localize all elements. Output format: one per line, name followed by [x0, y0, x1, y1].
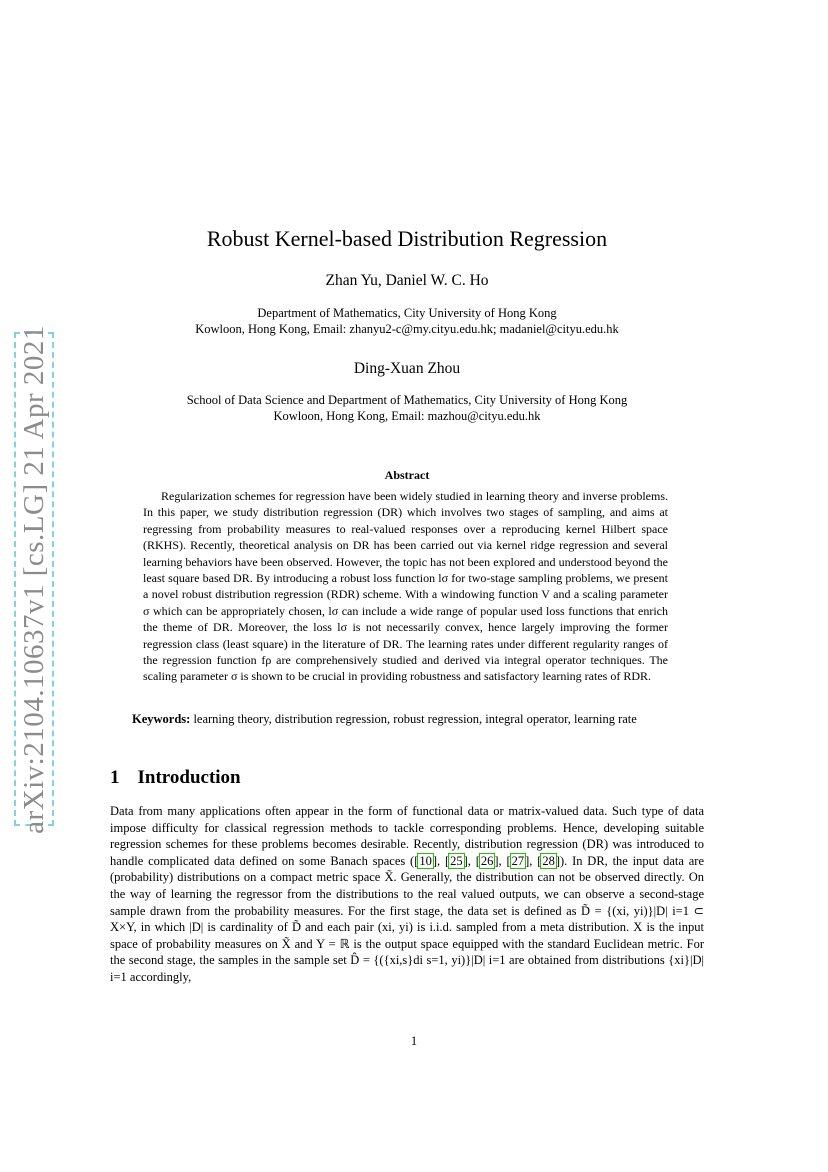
keywords-label: Keywords: — [132, 712, 191, 726]
affiliation-2-line2: Kowloon, Hong Kong, Email: mazhou@cityu.edu.hk — [273, 409, 541, 423]
keywords — [110, 711, 704, 728]
affiliation-1-line1: Department of Mathematics, City University of Hong Kong — [257, 306, 557, 320]
arxiv-watermark — [14, 324, 54, 834]
section-number: 1 — [110, 767, 120, 788]
author-list-2: Ding-Xuan Zhou — [353, 360, 461, 377]
introduction-paragraph — [110, 803, 704, 986]
paper-title: Robust Kernel-based Distribution Regression — [206, 226, 608, 251]
section-title: Introduction — [137, 767, 241, 788]
citation-link[interactable]: 28 — [542, 853, 555, 868]
abstract-text: Regularization schemes for regression have been widely studied in learning theory and inverse problems. In this paper, we study distribution regression (DR) which involves two stages of sampling, and aims at regressing from probability measures to real-valued responses over a reproducing kernel Hilbert space (RKHS). Recently, theoretical analysis on DR has been carried out via kernel ridge regression and several learning behaviors have been observed. However, the topic has not been explored and understood beyond the least square based DR. By introducing a robust loss function lσ for two-stage sampling problems, we present a novel robust distribution regression (RDR) scheme. With a windowing function V and a scaling parameter σ which can be appropriately chosen, lσ can include a wide range of popular used loss functions that enrich the theme of DR. Moreover, the loss lσ is not necessarily convex, hence largely improving the former regression class (least square) in the literature of DR. The learning rates under different regularity ranges of the regression function fρ are comprehensively studied and derived via integral operator techniques. The scaling parameter σ is shown to be crucial in providing robustness and satisfactory learning rates of RDR. — [143, 489, 668, 684]
keywords-list: learning theory, distribution regression, robust regression, integral operator, learning rate — [190, 712, 637, 726]
citation-separator: ], [ — [463, 853, 480, 868]
author-list-1: Zhan Yu, Daniel W. C. Ho — [325, 272, 489, 289]
affiliation-1 — [110, 305, 704, 337]
citation-separator: ], [ — [494, 853, 511, 868]
affiliation-1-line2: Kowloon, Hong Kong, Email: zhanyu2-c@my.cityu.edu.hk; madaniel@cityu.edu.hk — [195, 322, 619, 336]
citation-separator: ], [ — [432, 853, 450, 868]
intro-text-part2: ]). In DR, the input data are (probability) distributions on a compact metric space X̃. Generally, the distribution can not be observed directly. On the way of learning the regressor from the distributions to the real valued outputs, we can observe a second-stage sample drawn from the probability measures. For the first stage, the data set is defined as D̃ = {(xi, yi)}|D| i=1 ⊂ X×Y, in which |D| is cardinality of D̃ and each pair (xi, yi) is i.i.d. sampled from a meta distribution. X is the input space of probability measures on X̃ and Y = ℝ is the output space equipped with the standard Euclidean metric. For the second stage, the samples in the sample set D̂ = {({xi,s}di s=1, yi)}|D| i=1 are obtained from distributions {xi}|D| i=1 accordingly, — [110, 853, 705, 984]
intro-text-part1: Data from many applications often appear in the form of functional data or matrix-valued data. Such type of data impose difficulty for classical regression methods to tackle corresponding problems. Hence, developing suitable regression schemes for these problems becomes desirable. Recently, distribution regression (DR) was introduced to handle complicated data defined on some Banach spaces ([ — [110, 804, 704, 868]
citation-link[interactable]: 27 — [511, 853, 525, 868]
section-heading-introduction — [110, 767, 241, 789]
abstract-heading: Abstract — [384, 468, 430, 482]
citation-link[interactable]: 10 — [419, 853, 432, 868]
citation-link[interactable]: 26 — [480, 853, 494, 868]
citation-separator: ], [ — [525, 853, 542, 868]
affiliation-2-line1: School of Data Science and Department of Mathematics, City University of Hong Kong — [186, 393, 628, 407]
affiliation-2 — [110, 392, 704, 424]
page-number: 1 — [410, 1034, 418, 1048]
citation-link[interactable]: 25 — [450, 853, 463, 868]
arxiv-identifier: arXiv:2104.10637v1 [cs.LG] 21 Apr 2021 — [17, 324, 50, 834]
